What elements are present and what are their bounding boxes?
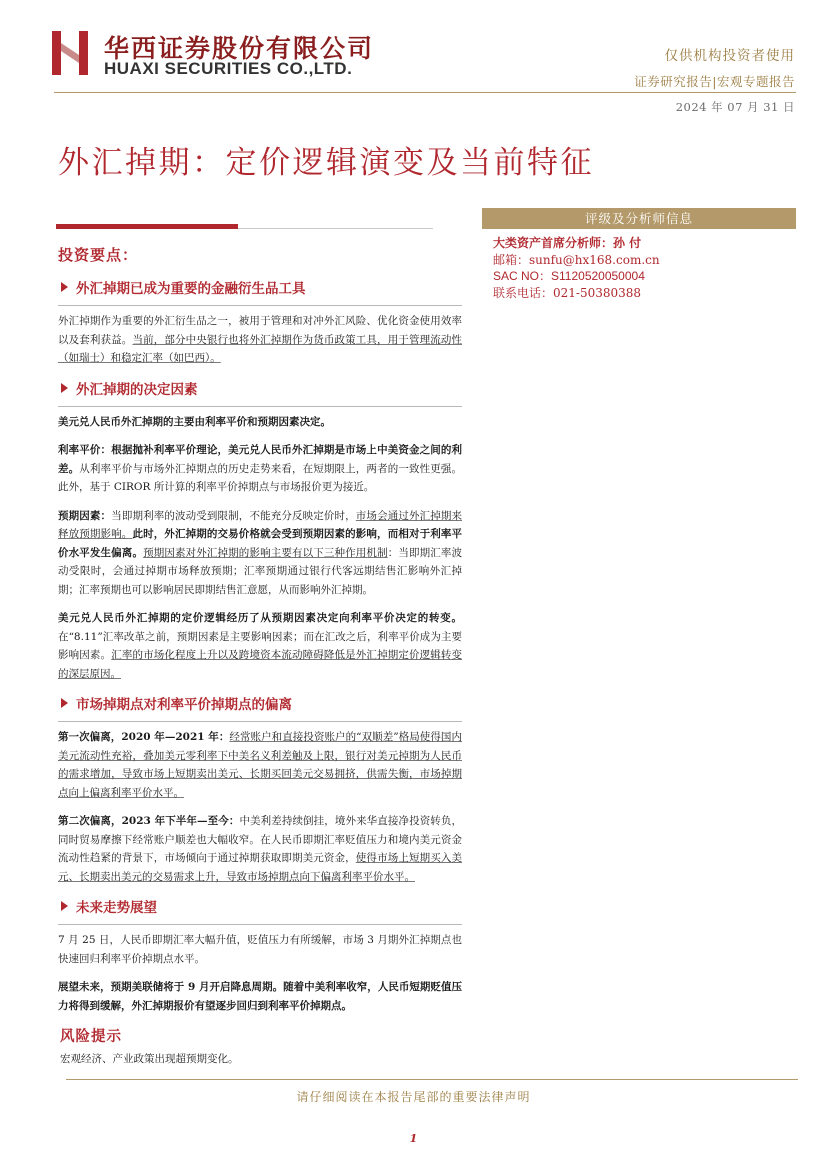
divider: [58, 305, 462, 306]
risk-title: 风险提示: [60, 1028, 122, 1045]
report-type: 证券研究报告|宏观专题报告: [634, 74, 795, 89]
subheading-2: [58, 378, 462, 398]
paragraph: [58, 507, 462, 600]
divider: [58, 924, 462, 925]
bold-label: 利率平价：: [58, 444, 112, 456]
divider: [58, 721, 462, 722]
analyst-email[interactable]: 邮箱：sunfu@hx168.com.cn: [493, 252, 660, 267]
bold-text: 根据抛补利率平价理论，美元兑人民币外汇掉期是市场上中美资金之间的利差。: [58, 444, 463, 475]
report-title: 外汇掉期：定价逻辑演变及当前特征: [58, 145, 594, 181]
footer-divider: [66, 1079, 798, 1080]
analyst-info: [482, 229, 796, 301]
paragraph: [58, 931, 462, 968]
text: 中美利差持续倒挂，境外来华直接净投资转负，同时贸易摩擦下经常账户顺差也大幅收窄。在人民币即期汇率贬值压力和境内美元资金流动性趋紧的背景下，市场倾向于通过掉期获取即期美元资金，: [58, 815, 462, 864]
header-divider: [54, 92, 796, 93]
paragraph: [58, 413, 462, 432]
text: 在“8.11”汇率改革之前，预期因素是主要影响因素；而在汇改之后，利率平价成为主要影响因素。: [58, 630, 462, 661]
title-accent-line: [238, 228, 433, 229]
paragraph: [58, 609, 462, 683]
analyst-sac: SAC NO：S1120520050004: [493, 269, 645, 283]
key-points: [58, 244, 462, 1068]
bold-label: 第一次偏离，2020 年—2021 年：: [58, 731, 230, 743]
underlined-text: 预期因素对外汇掉期的影响主要有以下三种作用机制: [143, 546, 388, 559]
underlined-text: 汇率的市场化程度上升以及跨境资本流动障碍降低是外汇掉期定价逻辑转变的深层原因。: [58, 649, 463, 680]
bold-label: 第二次偏离，2023 年下半年—至今：: [58, 815, 240, 827]
audience-note: 仅供机构投资者使用: [664, 48, 795, 64]
bold-text: 展望未来，预期美联储将于 9 月开启降息周期。随着中美利率收窄，人民币短期贬值压力将得到缓解，外汇掉期报价有望逐步回归到利率平价掉期点。: [58, 981, 462, 1012]
paragraph: [58, 978, 462, 1015]
legal-disclaimer-link[interactable]: 请仔细阅读在本报告尾部的重要法律声明: [296, 1090, 531, 1104]
bold-label: 预期因素：: [58, 509, 112, 522]
underlined-text: 经常账户和直接投资账户的“双顺差”格局使得国内美元流动性充裕，叠加美元零利率下中美名义利差触及上限，银行对美元掉期为人民币的需求增加，导致市场上短期卖出美元、长期买回美元交易拥挤，供需失衡，市场掉期点向上偏离利率平价水平。: [58, 731, 462, 799]
text: 外汇掉期作为重要的外汇衍生品之一，被用于管理和对冲外汇风险、优化资金使用效率以及套利获益。: [58, 315, 462, 346]
subheading-label: 外汇掉期的决定因素: [76, 381, 198, 398]
text: 7 月 25 日，人民币即期汇率大幅升值，贬值压力有所缓解，市场 3 月期外汇掉期点也快速回归利率平价掉期点水平。: [58, 934, 462, 965]
analyst-role: 大类资产首席分析师：孙 付: [493, 236, 642, 250]
paragraph: [58, 812, 462, 886]
bold-text: 美元兑人民币外汇掉期的主要由利率平价和预期因素决定。: [58, 415, 331, 428]
risk-text: 宏观经济、产业政策出现超预期变化。: [60, 1053, 239, 1065]
divider: [58, 406, 462, 407]
bold-text: 美元兑人民币外汇掉期的定价逻辑经历了从预期因素决定向利率平价决定的转变。: [58, 612, 462, 624]
report-date: 2024 年 07 月 31 日: [675, 100, 795, 114]
underlined-text: 市场会通过外汇掉期来释放预期影响。: [58, 509, 463, 540]
subheading-1: [58, 277, 462, 297]
page-number: 1: [409, 1132, 418, 1145]
subheading-label: 市场掉期点对利率平价掉期点的偏离: [76, 697, 292, 713]
subheading-4: [58, 896, 462, 916]
title-accent-bar: [56, 224, 238, 229]
company-name-en: HUAXI SECURITIES CO.,LTD.: [104, 59, 353, 78]
paragraph: [58, 312, 462, 368]
underlined-text: 使得市场上短期买入美元、长期卖出美元的交易需求上升，导致市场掉期点向下偏离利率平价水平。: [58, 852, 463, 883]
triangle-bullet-icon: [61, 698, 68, 708]
section-title: 投资要点：: [58, 246, 139, 264]
triangle-bullet-icon: [61, 383, 68, 393]
text: ：当即期汇率波动受限时，会通过掉期市场释放预期；汇率预期通过银行代客远期结售汇影响外汇掉期；汇率预期也可以影响居民即期结售汇意愿，从而影响外汇掉期。: [58, 546, 463, 596]
text: 当即期利率的波动受到限制，不能充分反映定价时，: [111, 509, 356, 522]
analyst-phone: 联系电话：021-50380388: [493, 285, 642, 300]
underlined-text: 当前，部分中央银行也将外汇掉期作为货币政策工具，用于管理流动性（如瑞士）和稳定汇率（如巴西）。: [58, 333, 463, 364]
paragraph: [58, 441, 462, 497]
paragraph: [58, 728, 462, 802]
triangle-bullet-icon: [61, 282, 68, 292]
subheading-label: 未来走势展望: [76, 900, 157, 916]
analyst-box-title: 评级及分析师信息: [482, 208, 796, 229]
huaxi-logo-icon: [52, 29, 88, 77]
company-name-cn: 华西证券股份有限公司: [104, 34, 375, 63]
text: 从利率平价与市场外汇掉期点的历史走势来看，在短期限上，两者的一致性更强。此外，基于 CIROR 所计算的利率平价掉期点与市场报价更为接近。: [58, 462, 463, 493]
subheading-label: 外汇掉期已成为重要的金融衍生品工具: [76, 281, 306, 297]
bold-text: 此时，外汇掉期的交易价格就会受到预期因素的影响，而相对于利率平价水平发生偏离。: [58, 528, 463, 559]
triangle-bullet-icon: [61, 901, 68, 911]
subheading-3: [58, 693, 462, 713]
